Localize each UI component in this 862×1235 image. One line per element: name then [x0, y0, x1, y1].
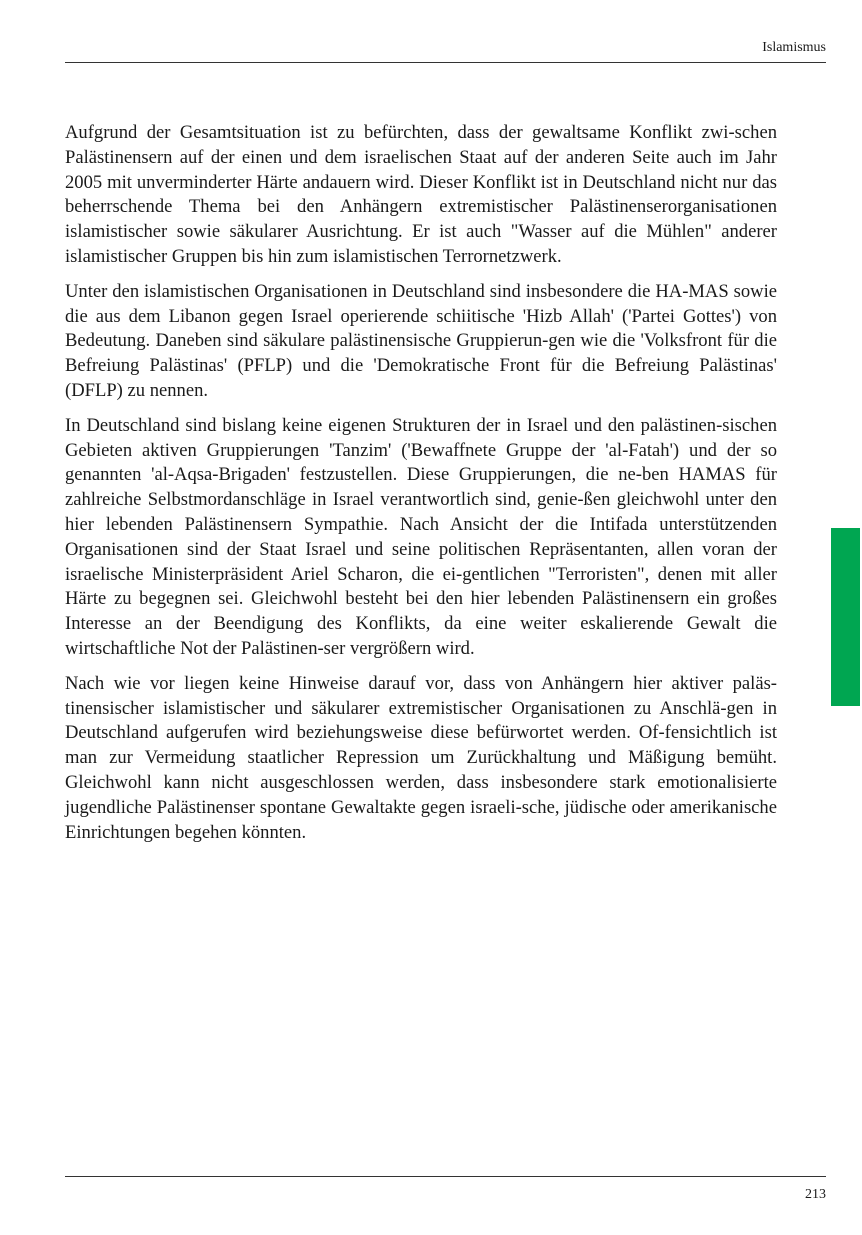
body-text [65, 121, 777, 855]
paragraph-4: Nach wie vor liegen keine Hinweise darauf vor, dass von Anhängern hier aktiver paläs-tinensischer islamistischer und säkularer extremistischer Organisationen zu Anschlä-gen in Deutschland aufgerufen wird beziehungsweise diese befürwortet werden. Of-fensichtlich ist man zur Vermeidung staatlicher Repression um Zurückhaltung und Mäßigung bemüht. Gleichwohl kann nicht ausgeschlossen werden, dass insbesondere stark emotionalisierte jugendliche Palästinenser spontane Gewaltakte gegen israeli-sche, jüdische oder amerikanische Einrichtungen begehen könnten. [65, 672, 777, 843]
running-header-title: Islamismus [762, 40, 826, 55]
chapter-side-tab [831, 528, 860, 706]
paragraph-3: In Deutschland sind bislang keine eigenen Strukturen der in Israel und den palästinen-sischen Gebieten aktiven Gruppierungen 'Tanzim' ('Bewaffnete Gruppe der 'al-Fatah') und der so genannten 'al-Aqsa-Brigaden' festzustellen. Diese Gruppierungen, die ne-ben HAMAS für zahlreiche Selbstmordanschläge in Israel verantwortlich sind, genie-ßen gleichwohl unter den hier lebenden Palästinensern Sympathie. Nach Ansicht der die Intifada unterstützenden Organisationen sind der Staat Israel und seine politischen Repräsentanten, allen voran der israelische Ministerpräsident Ariel Scharon, die ei-gentlichen "Terroristen", denen mit aller Härte zu begegnen sei. Gleichwohl besteht bei den hier lebenden Palästinensern ein großes Interesse an der Beendigung des Konflikts, da eine weiter eskalierende Gewalt die wirtschaftliche Not der Palästinen-ser vergrößern wird. [65, 414, 777, 659]
page-number: 213 [805, 1187, 826, 1202]
paragraph-1: Aufgrund der Gesamtsituation ist zu befürchten, dass der gewaltsame Konflikt zwi-schen Palästinensern auf der einen und dem israelischen Staat auf der anderen Seite auch im Jahr 2005 mit unverminderter Härte andauern wird. Dieser Konflikt ist in Deutschland nicht nur das beherrschende Thema bei den Anhängern extremistischer Palästinenserorganisationen islamistischer sowie säkularer Ausrichtung. Er ist auch "Wasser auf die Mühlen" anderer islamistischer Gruppen bis hin zum islamistischen Terrornetzwerk. [65, 122, 777, 267]
paragraph-2: Unter den islamistischen Organisationen in Deutschland sind insbesondere die HA-MAS sowie die aus dem Libanon gegen Israel operierende schiitische 'Hizb Allah' ('Partei Gottes') von Bedeutung. Daneben sind säkulare palästinensische Gruppierun-gen wie die 'Volksfront für die Befreiung Palästinas' (PFLP) und die 'Demokratische Front für die Befreiung Palästinas' (DFLP) zu nennen. [65, 280, 777, 401]
page-header [65, 38, 826, 63]
page-footer [65, 1176, 826, 1202]
